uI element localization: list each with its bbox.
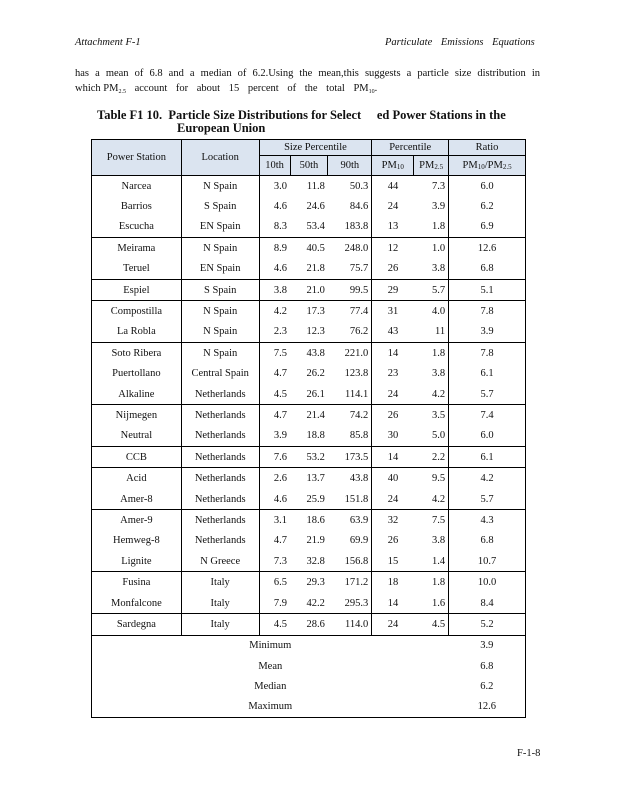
cell-10th: 7.6 bbox=[259, 447, 290, 468]
cell-power-station: Barrios bbox=[92, 196, 182, 216]
cell-location: Central Spain bbox=[181, 364, 259, 384]
cell-10th: 8.3 bbox=[259, 217, 290, 238]
cell-50th: 17.3 bbox=[290, 301, 328, 322]
cell-location: Italy bbox=[181, 572, 259, 593]
cell-location: Netherlands bbox=[181, 384, 259, 405]
table-header bbox=[92, 140, 526, 176]
cell-90th: 76.2 bbox=[328, 322, 372, 343]
cell-50th: 18.8 bbox=[290, 426, 328, 447]
cell-location: Netherlands bbox=[181, 510, 259, 531]
header-power-station: Power Station bbox=[92, 140, 182, 176]
cell-pm10: 26 bbox=[372, 259, 414, 280]
cell-50th: 29.3 bbox=[290, 572, 328, 593]
cell-pm25: 5.0 bbox=[414, 426, 449, 447]
cell-pm25: 1.8 bbox=[414, 572, 449, 593]
cell-50th: 21.9 bbox=[306, 535, 325, 547]
cell-location: Netherlands bbox=[181, 447, 259, 468]
cell-90th: 69.9 bbox=[328, 531, 372, 551]
cell-10th: 3.9 bbox=[259, 426, 290, 447]
cell-10th: 7.9 bbox=[259, 593, 290, 614]
cell-50th: 26.2 bbox=[306, 368, 325, 380]
cell-pm10: 24 bbox=[372, 384, 414, 405]
cell-pm25: 1.8 bbox=[414, 343, 449, 364]
table-row bbox=[92, 384, 526, 405]
cell-90th: 75.7 bbox=[328, 259, 372, 280]
particle-size-table bbox=[91, 139, 526, 718]
cell-ratio: 5.2 bbox=[449, 614, 526, 635]
cell-90th: 156.8 bbox=[328, 551, 372, 572]
table-caption bbox=[97, 109, 506, 135]
cell-power-station: Amer-8 bbox=[92, 489, 182, 510]
cell-pm25: 1.8 bbox=[414, 217, 449, 238]
table-row bbox=[92, 217, 526, 238]
header-size-percentile: Size Percentile bbox=[259, 140, 372, 156]
cell-location: EN Spain bbox=[181, 217, 259, 238]
cell-pm25: 4.2 bbox=[414, 384, 449, 405]
header-location: Location bbox=[181, 140, 259, 176]
summary-row bbox=[92, 697, 526, 718]
caption-line-2: European Union bbox=[177, 121, 266, 135]
page-number: F-1-8 bbox=[517, 748, 541, 759]
cell-power-station: CCB bbox=[92, 447, 182, 468]
cell-50th: 13.7 bbox=[290, 468, 328, 489]
cell-10th: 3.8 bbox=[259, 279, 290, 300]
cell-ratio: 10.0 bbox=[449, 572, 526, 593]
cell-pm10: 18 bbox=[372, 572, 414, 593]
header-attachment: Attachment F-1 bbox=[75, 37, 141, 48]
cell-ratio: 10.7 bbox=[449, 551, 526, 572]
cell-90th: 84.6 bbox=[328, 196, 372, 216]
header-10th: 10th bbox=[259, 156, 290, 176]
table-row bbox=[92, 489, 526, 510]
table-row bbox=[92, 447, 526, 468]
header-90th: 90th bbox=[328, 156, 372, 176]
cell-pm10: 14 bbox=[372, 593, 414, 614]
cell-50th: 40.5 bbox=[290, 238, 328, 259]
cell-pm10: 23 bbox=[372, 364, 414, 384]
cell-ratio: 6.1 bbox=[449, 447, 526, 468]
cell-pm25: 7.5 bbox=[414, 510, 449, 531]
table-row bbox=[92, 551, 526, 572]
cell-50th: 21.0 bbox=[290, 279, 328, 300]
cell-pm25: 3.9 bbox=[414, 196, 449, 216]
cell-ratio: 6.0 bbox=[449, 426, 526, 447]
table-row bbox=[92, 322, 526, 343]
summary-value: 3.9 bbox=[449, 635, 526, 656]
cell-pm10: 32 bbox=[372, 510, 414, 531]
paragraph-line-1: has a mean of 6.8 and a median of 6.2.Using the mean,this suggests a particle size distribution in bbox=[75, 68, 540, 79]
cell-10th: 4.5 bbox=[259, 384, 290, 405]
summary-row bbox=[92, 676, 526, 696]
cell-pm10: 43 bbox=[372, 322, 414, 343]
cell-10th: 4.7 bbox=[259, 405, 290, 426]
cell-50th: 12.3 bbox=[290, 322, 328, 343]
summary-value: 12.6 bbox=[449, 697, 526, 718]
cell-pm10: 24 bbox=[372, 614, 414, 635]
cell-power-station: Hemweg-8 bbox=[92, 531, 182, 551]
cell-location: N Spain bbox=[181, 322, 259, 343]
cell-location: Netherlands bbox=[181, 489, 259, 510]
cell-90th: 114.1 bbox=[328, 384, 372, 405]
cell-location: N Spain bbox=[181, 301, 259, 322]
cell-90th: 114.0 bbox=[328, 614, 372, 635]
cell-pm25: 4.2 bbox=[414, 489, 449, 510]
cell-ratio: 6.1 bbox=[449, 364, 526, 384]
cell-ratio: 3.9 bbox=[449, 322, 526, 343]
cell-50th: 42.2 bbox=[290, 593, 328, 614]
cell-location: Netherlands bbox=[181, 405, 259, 426]
cell-pm10: 44 bbox=[372, 176, 414, 197]
cell-pm25: 3.8 bbox=[414, 364, 449, 384]
cell-90th: 43.8 bbox=[328, 468, 372, 489]
cell-90th: 173.5 bbox=[328, 447, 372, 468]
cell-10th: 4.2 bbox=[259, 301, 290, 322]
cell-power-station: Escucha bbox=[92, 217, 182, 238]
cell-pm25: 11 bbox=[414, 322, 449, 343]
cell-ratio: 6.0 bbox=[449, 176, 526, 197]
table-row bbox=[92, 426, 526, 447]
cell-power-station: Fusina bbox=[92, 572, 182, 593]
cell-location: Italy bbox=[181, 593, 259, 614]
cell-pm10: 15 bbox=[372, 551, 414, 572]
cell-power-station: Acid bbox=[92, 468, 182, 489]
cell-90th: 183.8 bbox=[328, 217, 372, 238]
cell-pm10: 12 bbox=[372, 238, 414, 259]
table-row bbox=[92, 176, 526, 197]
cell-power-station: Espiel bbox=[92, 279, 182, 300]
cell-pm25: 1.4 bbox=[414, 551, 449, 572]
cell-power-station: Teruel bbox=[92, 259, 182, 280]
cell-power-station: Compostilla bbox=[92, 301, 182, 322]
cell-50th: 32.8 bbox=[290, 551, 328, 572]
cell-10th: 2.3 bbox=[259, 322, 290, 343]
cell-90th: 171.2 bbox=[328, 572, 372, 593]
cell-power-station: Puertollano bbox=[92, 364, 182, 384]
header-pm10: PM10 bbox=[372, 156, 414, 176]
cell-50th: 53.4 bbox=[290, 217, 328, 238]
cell-ratio: 7.8 bbox=[449, 343, 526, 364]
cell-location: Italy bbox=[181, 614, 259, 635]
cell-ratio: 6.9 bbox=[449, 217, 526, 238]
table-row bbox=[92, 614, 526, 635]
cell-10th: 3.0 bbox=[259, 176, 290, 197]
cell-pm10: 29 bbox=[372, 279, 414, 300]
cell-ratio: 5.7 bbox=[449, 489, 526, 510]
cell-location: S Spain bbox=[181, 196, 259, 216]
cell-pm25: 2.2 bbox=[414, 447, 449, 468]
cell-50th: 21.4 bbox=[290, 405, 328, 426]
cell-location: N Greece bbox=[181, 551, 259, 572]
cell-10th: 7.5 bbox=[259, 343, 290, 364]
cell-pm25: 9.5 bbox=[414, 468, 449, 489]
table-row bbox=[92, 238, 526, 259]
cell-ratio: 4.3 bbox=[449, 510, 526, 531]
header-percentile: Percentile bbox=[372, 140, 449, 156]
cell-pm10: 13 bbox=[372, 217, 414, 238]
cell-pm10: 14 bbox=[372, 447, 414, 468]
table-row bbox=[92, 572, 526, 593]
paragraph-line-2: which $PM_{2.5}$ account for about 15 percent of the total $PM_{10}$. bbox=[75, 83, 378, 95]
cell-10th: 4.6 bbox=[259, 489, 290, 510]
cell-ratio: 8.4 bbox=[449, 593, 526, 614]
cell-pm10: 24 bbox=[372, 489, 414, 510]
cell-pm25: 1.0 bbox=[414, 238, 449, 259]
cell-power-station: Narcea bbox=[92, 176, 182, 197]
header-50th: 50th bbox=[290, 156, 328, 176]
cell-50th: 18.6 bbox=[290, 510, 328, 531]
cell-power-station: Alkaline bbox=[92, 384, 182, 405]
cell-50th: 53.2 bbox=[290, 447, 328, 468]
cell-pm10: 26 bbox=[372, 531, 414, 551]
table-row bbox=[92, 364, 526, 384]
cell-10th: 6.5 bbox=[259, 572, 290, 593]
cell-pm25: 7.3 bbox=[414, 176, 449, 197]
header-ratio-formula: PM10/PM2.5 bbox=[449, 156, 526, 176]
cell-90th: 295.3 bbox=[328, 593, 372, 614]
cell-90th: 63.9 bbox=[328, 510, 372, 531]
cell-10th: 4.5 bbox=[259, 614, 290, 635]
cell-pm10: 14 bbox=[372, 343, 414, 364]
table-row bbox=[92, 531, 526, 551]
body-paragraph bbox=[75, 66, 540, 100]
cell-pm25: 3.5 bbox=[414, 405, 449, 426]
cell-location: EN Spain bbox=[181, 259, 259, 280]
caption-line-1: Table F1 10. Particle Size Distributions for Select ed Power Stations in the bbox=[97, 108, 506, 122]
cell-pm25: 1.6 bbox=[414, 593, 449, 614]
cell-pm25: 3.8 bbox=[414, 531, 449, 551]
cell-location: Netherlands bbox=[181, 426, 259, 447]
cell-90th: 123.8 bbox=[328, 364, 372, 384]
cell-pm25: 3.8 bbox=[414, 259, 449, 280]
cell-50th: 24.6 bbox=[306, 201, 325, 213]
cell-50th: 43.8 bbox=[290, 343, 328, 364]
cell-90th: 77.4 bbox=[328, 301, 372, 322]
summary-row bbox=[92, 635, 526, 656]
cell-90th: 50.3 bbox=[328, 176, 372, 197]
cell-10th: 3.1 bbox=[259, 510, 290, 531]
cell-90th: 85.8 bbox=[328, 426, 372, 447]
summary-value: 6.2 bbox=[449, 676, 526, 696]
summary-label: Minimum bbox=[92, 635, 449, 656]
cell-10th: 8.9 bbox=[259, 238, 290, 259]
cell-90th: 221.0 bbox=[328, 343, 372, 364]
cell-location: N Spain bbox=[181, 343, 259, 364]
cell-ratio: 6.8 bbox=[449, 259, 526, 280]
cell-90th: 74.2 bbox=[328, 405, 372, 426]
cell-power-station: Meirama bbox=[92, 238, 182, 259]
table-row bbox=[92, 510, 526, 531]
cell-power-station: Neutral bbox=[92, 426, 182, 447]
cell-10th: 4.7 bbox=[259, 364, 290, 384]
table-row bbox=[92, 343, 526, 364]
cell-90th: 248.0 bbox=[328, 238, 372, 259]
cell-ratio: 4.2 bbox=[449, 468, 526, 489]
cell-pm10: 24 bbox=[372, 196, 414, 216]
cell-power-station: Sardegna bbox=[92, 614, 182, 635]
summary-row bbox=[92, 656, 526, 676]
table-row bbox=[92, 259, 526, 280]
cell-10th: 4.7 bbox=[259, 531, 290, 551]
cell-ratio: 6.8 bbox=[449, 531, 526, 551]
cell-10th: 7.3 bbox=[259, 551, 290, 572]
cell-power-station: Nijmegen bbox=[92, 405, 182, 426]
cell-50th: 11.8 bbox=[290, 176, 328, 197]
cell-pm10: 31 bbox=[372, 301, 414, 322]
cell-pm10: 40 bbox=[372, 468, 414, 489]
cell-pm25: 4.5 bbox=[414, 614, 449, 635]
cell-ratio: 7.8 bbox=[449, 301, 526, 322]
table-row bbox=[92, 301, 526, 322]
cell-ratio: 7.4 bbox=[449, 405, 526, 426]
cell-10th: 4.6 bbox=[259, 196, 290, 216]
cell-power-station: Soto Ribera bbox=[92, 343, 182, 364]
cell-ratio: 6.2 bbox=[449, 196, 526, 216]
cell-ratio: 5.7 bbox=[449, 384, 526, 405]
cell-90th: 151.8 bbox=[328, 489, 372, 510]
table-row bbox=[92, 405, 526, 426]
header-ratio: Ratio bbox=[449, 140, 526, 156]
table-body bbox=[92, 176, 526, 636]
cell-power-station: Amer-9 bbox=[92, 510, 182, 531]
cell-50th: 28.6 bbox=[290, 614, 328, 635]
cell-50th: 25.9 bbox=[290, 489, 328, 510]
cell-pm25: 4.0 bbox=[414, 301, 449, 322]
cell-10th: 2.6 bbox=[259, 468, 290, 489]
cell-location: N Spain bbox=[181, 238, 259, 259]
cell-50th: 21.8 bbox=[290, 259, 328, 280]
cell-ratio: 12.6 bbox=[449, 238, 526, 259]
cell-pm25: 5.7 bbox=[414, 279, 449, 300]
cell-90th: 99.5 bbox=[328, 279, 372, 300]
table-row bbox=[92, 468, 526, 489]
table-row bbox=[92, 593, 526, 614]
cell-power-station: Lignite bbox=[92, 551, 182, 572]
header-pm25: PM2.5 bbox=[414, 156, 449, 176]
cell-ratio: 5.1 bbox=[449, 279, 526, 300]
summary-label: Median bbox=[92, 676, 449, 696]
summary-label: Maximum bbox=[92, 697, 449, 718]
cell-power-station: La Robla bbox=[92, 322, 182, 343]
header-section-title: Particulate Emissions Equations bbox=[385, 37, 535, 48]
cell-location: Netherlands bbox=[181, 531, 259, 551]
cell-pm10: 30 bbox=[372, 426, 414, 447]
cell-50th: 26.1 bbox=[290, 384, 328, 405]
cell-location: S Spain bbox=[181, 279, 259, 300]
cell-location: Netherlands bbox=[181, 468, 259, 489]
table-row bbox=[92, 279, 526, 300]
summary-label: Mean bbox=[92, 656, 449, 676]
cell-10th: 4.6 bbox=[259, 259, 290, 280]
cell-pm10: 26 bbox=[372, 405, 414, 426]
table-row bbox=[92, 196, 526, 216]
summary-value: 6.8 bbox=[449, 656, 526, 676]
summary-body bbox=[92, 635, 526, 718]
cell-power-station: Monfalcone bbox=[92, 593, 182, 614]
cell-location: N Spain bbox=[181, 176, 259, 197]
